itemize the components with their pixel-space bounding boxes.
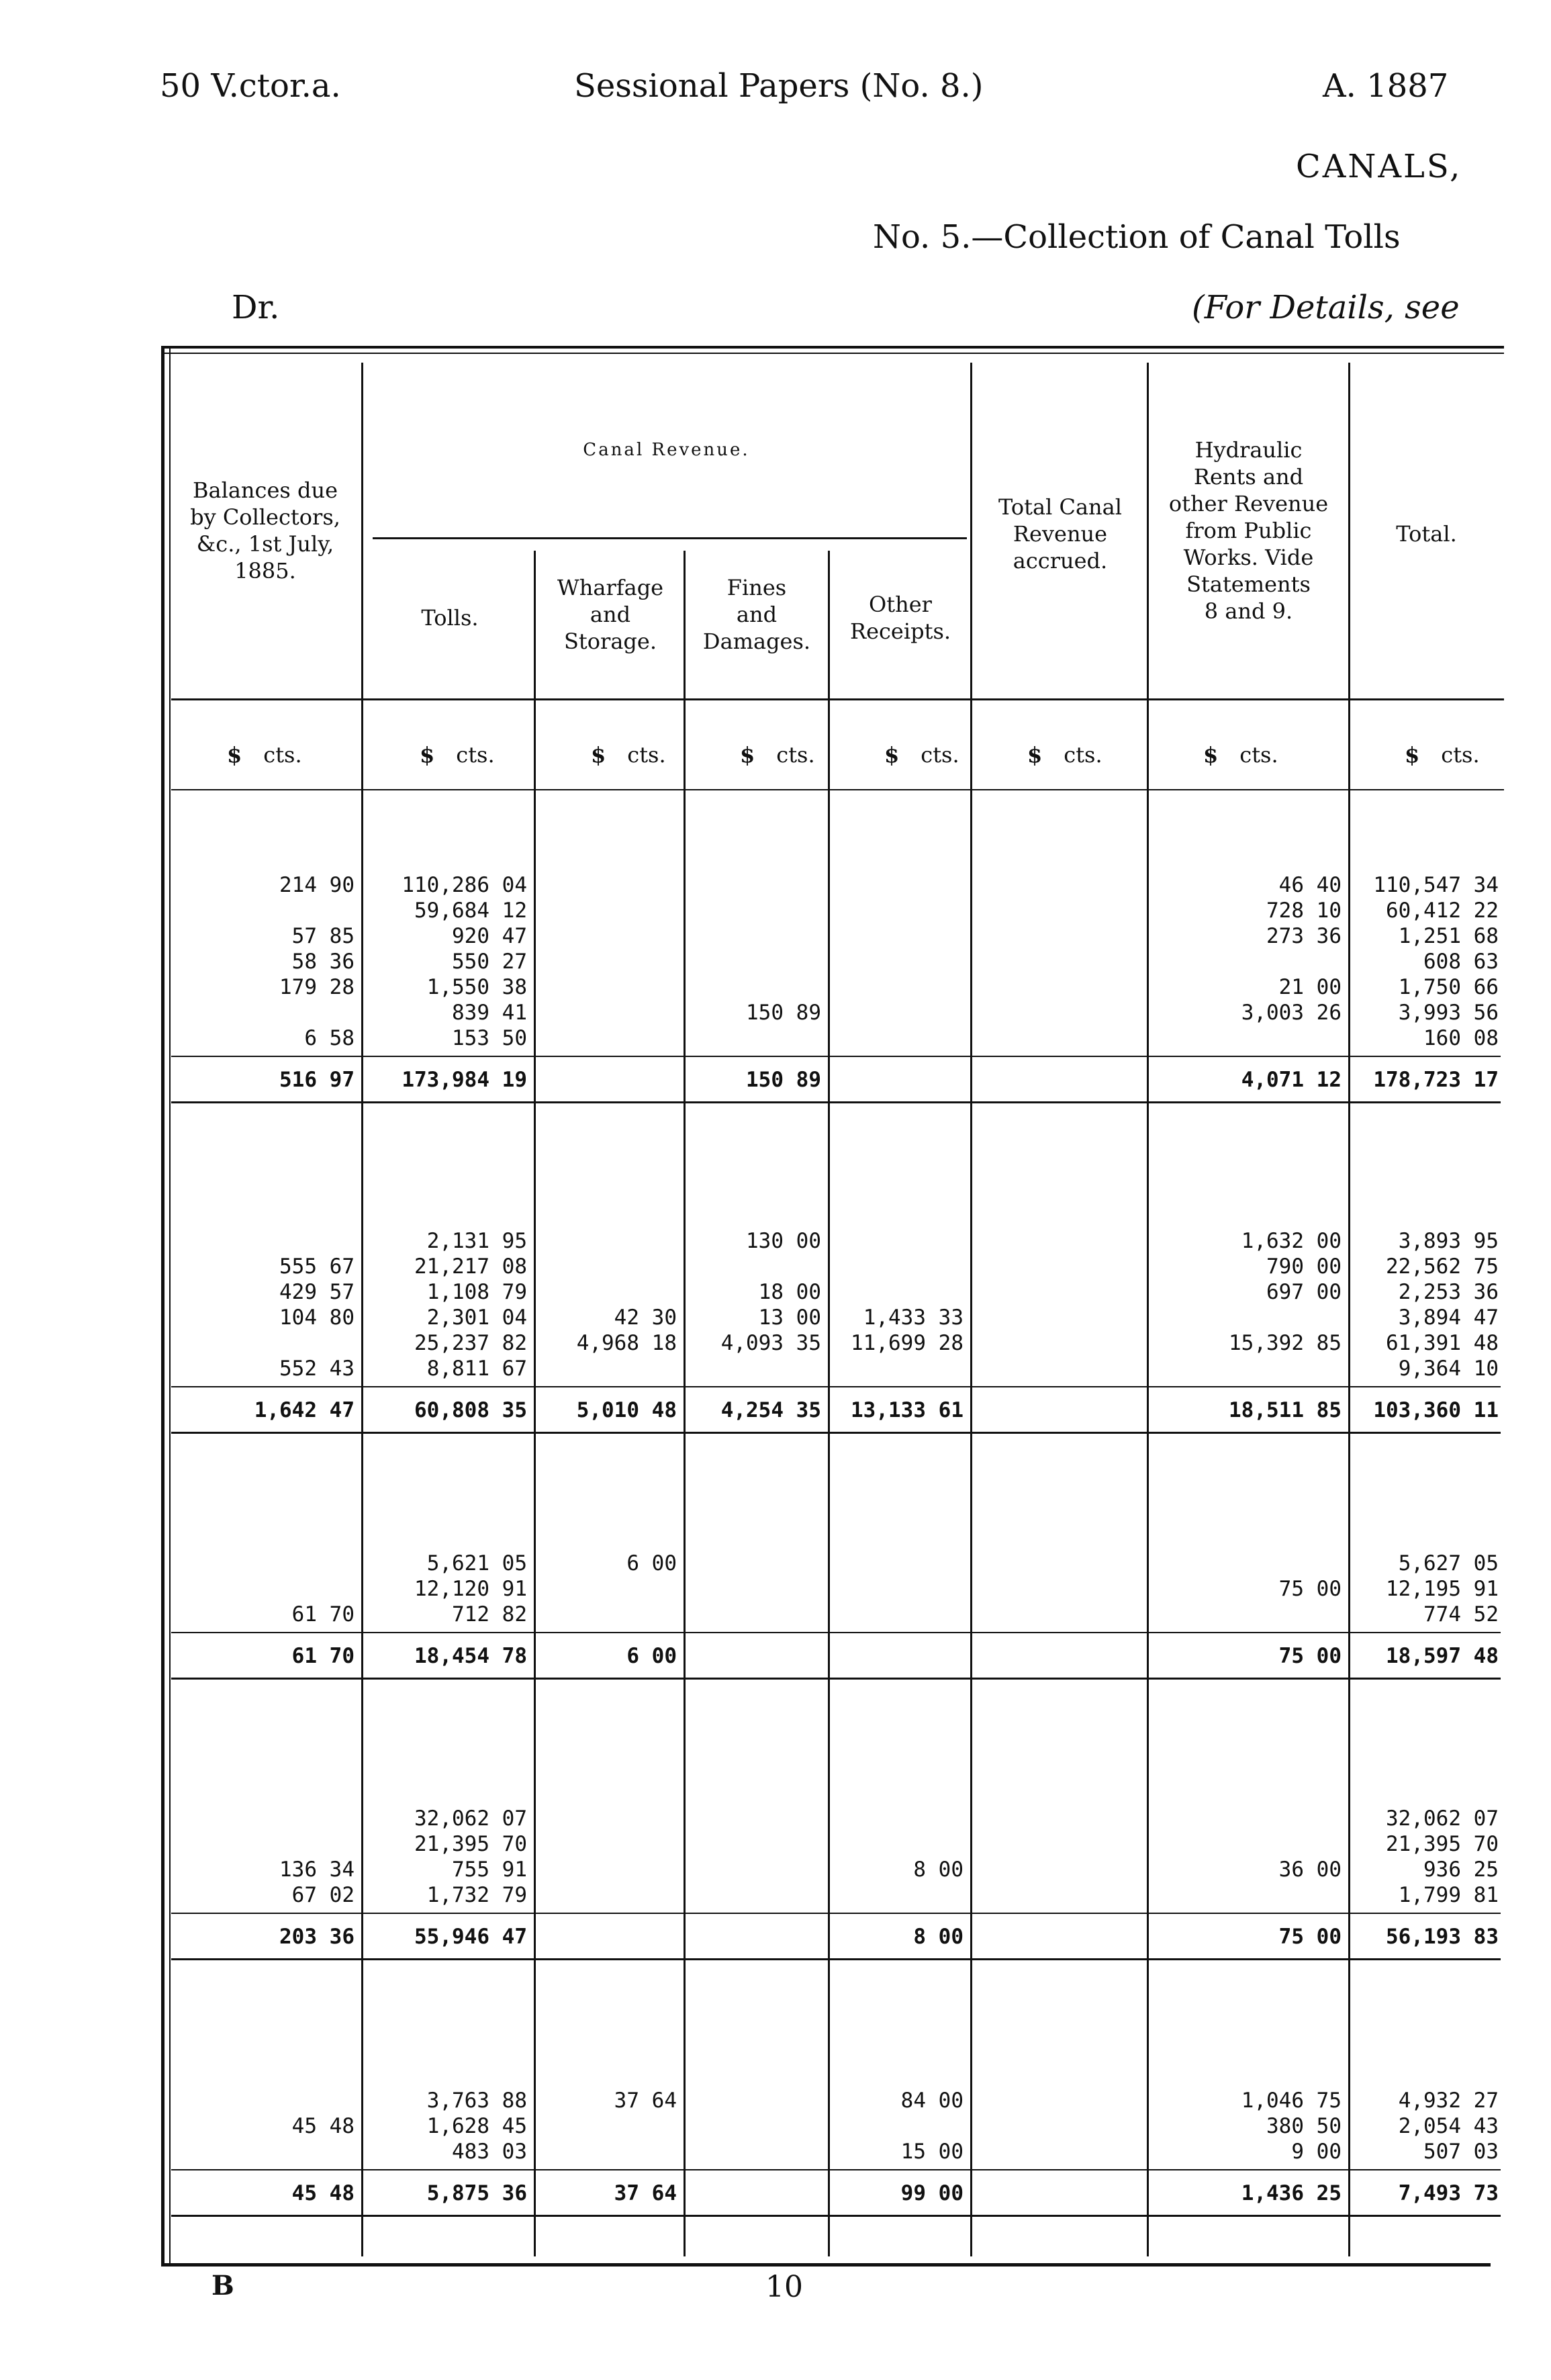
- table-cell: 45 48: [291, 2114, 355, 2138]
- table-cell: 61,391 48: [1386, 1331, 1499, 1355]
- table-bottom-rule: [161, 2263, 1491, 2267]
- table-cell: 59,684 12: [414, 899, 527, 923]
- table-cell: 37 64: [614, 2089, 677, 2113]
- table-cell: 8,811 67: [426, 1357, 527, 1381]
- group-end-rule: [171, 1958, 1501, 1960]
- table-cell: 214 90: [279, 873, 355, 897]
- units-label: $ cts.: [420, 742, 495, 768]
- table-cell: 32,062 07: [414, 1806, 527, 1831]
- section-title: CANALS,: [1296, 148, 1462, 185]
- table-cell: 273 36: [1266, 924, 1342, 948]
- table-cell: 3,993 56: [1398, 1001, 1499, 1025]
- table-cell: 36 00: [1278, 1858, 1342, 1882]
- table-cell: 4,093 35: [720, 1331, 821, 1355]
- subtotal-rule: [171, 1056, 1501, 1057]
- col-divider-2: [534, 551, 536, 2256]
- group-end-rule: [171, 1101, 1501, 1103]
- table-cell: 774 52: [1423, 1602, 1499, 1627]
- table-cell: 1,251 68: [1398, 924, 1499, 948]
- table-cell: 1,628 45: [426, 2114, 527, 2138]
- table-cell: 57 85: [291, 924, 355, 948]
- total-cell: 203 36: [279, 1925, 355, 1949]
- units-label: $ cts.: [884, 742, 959, 768]
- table-cell: 67 02: [291, 1883, 355, 1907]
- table-cell: 8 00: [913, 1858, 963, 1882]
- table-cell: 110,286 04: [402, 873, 527, 897]
- table-cell: 1,550 38: [426, 975, 527, 999]
- table-cell: 110,547 34: [1373, 873, 1499, 897]
- table-cell: 150 89: [746, 1001, 821, 1025]
- table-cell: 84 00: [900, 2089, 963, 2113]
- table-cell: 608 63: [1423, 950, 1499, 974]
- total-cell: 56,193 83: [1386, 1925, 1499, 1949]
- table-cell: 5,621 05: [426, 1551, 527, 1575]
- table-cell: 1,108 79: [426, 1280, 527, 1304]
- dr-label: Dr.: [232, 289, 280, 326]
- table-cell: 61 70: [291, 1602, 355, 1627]
- table-cell: 13 00: [758, 1306, 821, 1330]
- table-cell: 21,395 70: [414, 1832, 527, 1856]
- total-cell: 99 00: [900, 2181, 963, 2205]
- subtotal-rule: [171, 1632, 1501, 1633]
- table-cell: 9 00: [1291, 2140, 1342, 2164]
- table-cell: 697 00: [1266, 1280, 1342, 1304]
- total-cell: 60,808 35: [414, 1398, 527, 1422]
- table-cell: 46 40: [1278, 873, 1342, 897]
- table-cell: 728 10: [1266, 899, 1342, 923]
- group-end-rule: [171, 1432, 1501, 1434]
- table-cell: 550 27: [452, 950, 527, 974]
- table-cell: 483 03: [452, 2140, 527, 2164]
- canal-revenue-underline: [373, 537, 967, 539]
- table-cell: 32,062 07: [1386, 1806, 1499, 1831]
- table-cell: 11,699 28: [851, 1331, 963, 1355]
- table-cell: 179 28: [279, 975, 355, 999]
- table-cell: 12,195 91: [1386, 1577, 1499, 1601]
- table-cell: 15 00: [900, 2140, 963, 2164]
- total-cell: 6 00: [626, 1644, 677, 1668]
- details-note: (For Details, see: [1192, 289, 1460, 326]
- table-title: No. 5.—Collection of Canal Tolls: [873, 218, 1401, 256]
- col-head-tolls: Tolls.: [421, 605, 479, 631]
- table-cell: 507 03: [1423, 2140, 1499, 2164]
- total-cell: 13,133 61: [851, 1398, 963, 1422]
- page-running-right: A. 1887: [1323, 67, 1449, 105]
- table-cell: 2,131 95: [426, 1229, 527, 1253]
- table-cell: 1,046 75: [1241, 2089, 1342, 2113]
- table-cell: 429 57: [279, 1280, 355, 1304]
- total-cell: 178,723 17: [1373, 1068, 1499, 1092]
- table-cell: 712 82: [452, 1602, 527, 1627]
- table-cell: 3,763 88: [426, 2089, 527, 2113]
- group-end-rule: [171, 2215, 1501, 2217]
- total-cell: 4,254 35: [720, 1398, 821, 1422]
- total-cell: 103,360 11: [1373, 1398, 1499, 1422]
- table-cell: 21 00: [1278, 975, 1342, 999]
- table-cell: 936 25: [1423, 1858, 1499, 1882]
- table-cell: 2,301 04: [426, 1306, 527, 1330]
- table-cell: 3,003 26: [1241, 1001, 1342, 1025]
- units-label: $ cts.: [1405, 742, 1480, 768]
- table-cell: 4,932 27: [1398, 2089, 1499, 2113]
- table-cell: 104 80: [279, 1306, 355, 1330]
- table-cell: 15,392 85: [1229, 1331, 1342, 1355]
- col-head-canal-revenue: Canal Revenue.: [583, 440, 750, 460]
- table-cell: 4,968 18: [576, 1331, 677, 1355]
- table-cell: 25,237 82: [414, 1331, 527, 1355]
- table-cell: 18 00: [758, 1280, 821, 1304]
- page-running-center: Sessional Papers (No. 8.): [574, 67, 984, 105]
- subtotal-rule: [171, 2169, 1501, 2170]
- table-cell: 60,412 22: [1386, 899, 1499, 923]
- units-bottom-rule: [171, 789, 1504, 790]
- page-number: 10: [765, 2270, 803, 2304]
- table-cell: 755 91: [452, 1858, 527, 1882]
- table-cell: 555 67: [279, 1254, 355, 1279]
- table-cell: 21,217 08: [414, 1254, 527, 1279]
- total-cell: 173,984 19: [402, 1068, 527, 1092]
- col-head-wharfage: Wharfage and Storage.: [557, 575, 664, 654]
- total-cell: 37 64: [614, 2181, 677, 2205]
- table-cell: 790 00: [1266, 1254, 1342, 1279]
- header-bottom-rule: [171, 698, 1504, 700]
- total-cell: 75 00: [1278, 1925, 1342, 1949]
- table-left-border-thin: [169, 346, 171, 2267]
- table-cell: 839 41: [452, 1001, 527, 1025]
- units-label: $ cts.: [740, 742, 815, 768]
- col-divider-7: [1348, 363, 1350, 2256]
- total-cell: 18,454 78: [414, 1644, 527, 1668]
- signature-mark: B: [211, 2270, 234, 2301]
- total-cell: 61 70: [291, 1644, 355, 1668]
- page-running-left: 50 V.ctor.a.: [160, 67, 341, 105]
- table-cell: 3,893 95: [1398, 1229, 1499, 1253]
- table-cell: 22,562 75: [1386, 1254, 1499, 1279]
- table-cell: 2,054 43: [1398, 2114, 1499, 2138]
- total-cell: 55,946 47: [414, 1925, 527, 1949]
- col-head-hydraulic: Hydraulic Rents and other Revenue from Public Works. Vide Statements 8 and 9.: [1168, 437, 1329, 624]
- table-cell: 153 50: [452, 1026, 527, 1050]
- col-head-total: Total.: [1396, 521, 1457, 547]
- group-end-rule: [171, 1678, 1501, 1680]
- table-cell: 1,632 00: [1241, 1229, 1342, 1253]
- table-cell: 21,395 70: [1386, 1832, 1499, 1856]
- table-top-rule-thin: [161, 353, 1504, 354]
- table-cell: 42 30: [614, 1306, 677, 1330]
- table-cell: 1,732 79: [426, 1883, 527, 1907]
- total-cell: 8 00: [913, 1925, 963, 1949]
- total-cell: 75 00: [1278, 1644, 1342, 1668]
- table-cell: 2,253 36: [1398, 1280, 1499, 1304]
- col-divider-6: [1147, 363, 1149, 2256]
- units-label: $ cts.: [227, 742, 302, 768]
- table-cell: 75 00: [1278, 1577, 1342, 1601]
- table-cell: 6 58: [304, 1026, 355, 1050]
- table-cell: 380 50: [1266, 2114, 1342, 2138]
- total-cell: 7,493 73: [1398, 2181, 1499, 2205]
- col-divider-5: [970, 363, 972, 2256]
- col-head-other: Other Receipts.: [849, 592, 951, 644]
- subtotal-rule: [171, 1913, 1501, 1914]
- table-cell: 1,799 81: [1398, 1883, 1499, 1907]
- units-label: $ cts.: [1027, 742, 1102, 768]
- total-cell: 4,071 12: [1241, 1068, 1342, 1092]
- table-cell: 12,120 91: [414, 1577, 527, 1601]
- total-cell: 18,511 85: [1229, 1398, 1342, 1422]
- table-top-rule: [161, 346, 1504, 349]
- col-head-total-canal: Total Canal Revenue accrued.: [998, 494, 1122, 574]
- units-label: $ cts.: [591, 742, 666, 768]
- total-cell: 516 97: [279, 1068, 355, 1092]
- table-cell: 6 00: [626, 1551, 677, 1575]
- total-cell: 150 89: [746, 1068, 821, 1092]
- total-cell: 18,597 48: [1386, 1644, 1499, 1668]
- table-cell: 5,627 05: [1398, 1551, 1499, 1575]
- table-cell: 9,364 10: [1398, 1357, 1499, 1381]
- table-cell: 552 43: [279, 1357, 355, 1381]
- total-cell: 1,642 47: [254, 1398, 355, 1422]
- total-cell: 5,875 36: [426, 2181, 527, 2205]
- col-divider-4: [828, 551, 830, 2256]
- total-cell: 1,436 25: [1241, 2181, 1342, 2205]
- col-divider-3: [684, 551, 686, 2256]
- table-cell: 1,750 66: [1398, 975, 1499, 999]
- col-head-fines: Fines and Damages.: [702, 575, 811, 654]
- col-divider-1: [361, 363, 363, 2256]
- table-cell: 3,894 47: [1398, 1306, 1499, 1330]
- total-cell: 45 48: [291, 2181, 355, 2205]
- table-cell: 920 47: [452, 924, 527, 948]
- table-cell: 160 08: [1423, 1026, 1499, 1050]
- table-cell: 58 36: [291, 950, 355, 974]
- total-cell: 5,010 48: [576, 1398, 677, 1422]
- table-left-border: [161, 346, 164, 2267]
- table-cell: 130 00: [746, 1229, 821, 1253]
- table-cell: 136 34: [279, 1858, 355, 1882]
- col-head-balances: Balances due by Collectors, &c., 1st July, 1885.: [190, 477, 340, 584]
- subtotal-rule: [171, 1386, 1501, 1387]
- units-label: $ cts.: [1203, 742, 1278, 768]
- table-cell: 1,433 33: [863, 1306, 963, 1330]
